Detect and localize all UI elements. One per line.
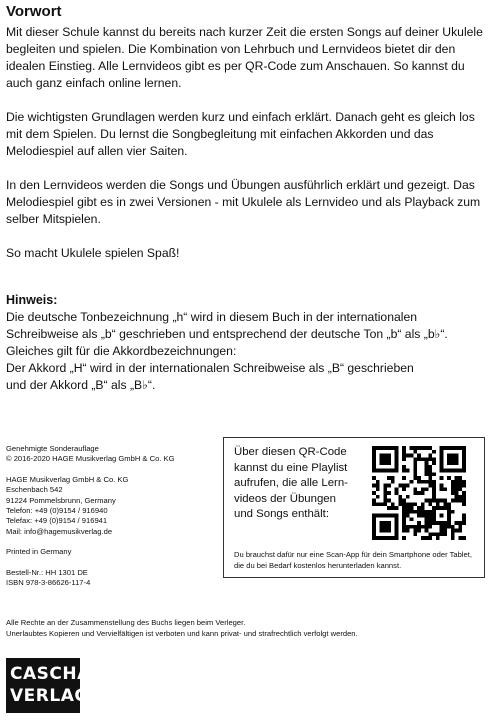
imprint-line: © 2016-2020 HAGE Musikverlag GmbH & Co. KG [6, 454, 175, 464]
intro-paragraph: In den Lernvideos werden die Songs und Übungen ausführlich erklärt und gezeigt. Das Melodiespiel gibt es in zwei Versionen - mit Ukulele als Lernvideo und als Playback zum selber Mitspielen. [6, 178, 481, 226]
logo-line: VERLAG [10, 686, 89, 706]
qr-info-box [223, 437, 485, 578]
intro-paragraph: So macht Ukulele spielen Spaß! [6, 246, 180, 260]
qr-text-line: Über diesen QR-Code [234, 446, 347, 458]
qr-text-line: videos der Übungen [234, 492, 336, 505]
imprint-line: Telefon: +49 (0)9154 / 916940 [6, 506, 108, 516]
hint-text [6, 309, 486, 394]
qr-text-line: kannst du eine Playlist [234, 461, 348, 474]
imprint-line: 91224 Pommelsbrunn, Germany [6, 495, 116, 505]
rights-line: Unerlaubtes Kopieren und Vervielfältigen ist verboten und kann privat- und strafrechtlich verfolgt werden. [6, 628, 358, 638]
intro-text [6, 24, 486, 279]
qr-code-icon[interactable] [372, 446, 466, 540]
imprint-line: HAGE Musikverlag GmbH & Co. KG [6, 474, 129, 484]
logo-line: CASCHA [10, 664, 91, 684]
intro-paragraph: Die wichtigsten Grundlagen werden kurz und einfach erklärt. Danach geht es gleich los mit dem Spielen. Du lernst die Songbegleitung mit einfachen Akkorden und das Melodiespiel auf allen vier Saiten. [6, 110, 475, 158]
imprint [6, 444, 216, 588]
imprint-line: Telefax: +49 (0)9154 / 916941 [6, 516, 108, 526]
rights-line: Alle Rechte an der Zusammenstellung des Buchs liegen beim Verleger. [6, 618, 246, 627]
hint-line: Der Akkord „H“ wird in der internationalen Schreibweise als „B“ geschrieben [6, 361, 414, 375]
qr-description [234, 445, 362, 523]
imprint-line: Eschenbach 542 [6, 485, 63, 495]
rights-notice [6, 618, 486, 639]
imprint-line: ISBN 978-3-86626-117-4 [6, 578, 91, 588]
imprint-line: Bestell-Nr.: HH 1301 DE [6, 567, 88, 577]
qr-text-line: und Songs enthält: [234, 508, 329, 520]
imprint-line: Printed in Germany [6, 547, 72, 557]
hint-line: Schreibweise als „b“ geschrieben und entsprechend der deutsche Ton „b“ als „b♭“. [6, 327, 448, 341]
imprint-line: Genehmigte Sonderauflage [6, 444, 99, 453]
imprint-line: Mail: info@hagemusikverlag.de [6, 526, 113, 536]
qr-text-line: aufrufen, die alle Lern- [234, 477, 348, 489]
qr-note: Du brauchst dafür nur eine Scan-App für dein Smartphone oder Tablet, die du bei Bedarf kostenlos herunterladen kannst. [234, 550, 472, 570]
hint-title: Hinweis: [6, 293, 58, 307]
hint-line: und der Akkord „B“ als „B♭“. [6, 378, 156, 392]
hint-line: Die deutsche Tonbezeichnung „h“ wird in diesem Buch in der internationalen [6, 310, 418, 324]
cascha-logo [6, 658, 91, 713]
page-title: Vorwort [6, 3, 62, 20]
hint-line: Gleiches gilt für die Akkordbezeichnungen: [6, 344, 237, 358]
intro-paragraph: Mit dieser Schule kannst du bereits nach kurzer Zeit die ersten Songs auf deiner Ukulele begleiten und spielen. Die Kombination von Lehrbuch und Lernvideos bietet dir den idealen Einstieg. Alle Lernvideos gibt es per QR-Code zum Anschauen. So kannst du auch ganz einfach online lernen. [6, 25, 483, 90]
